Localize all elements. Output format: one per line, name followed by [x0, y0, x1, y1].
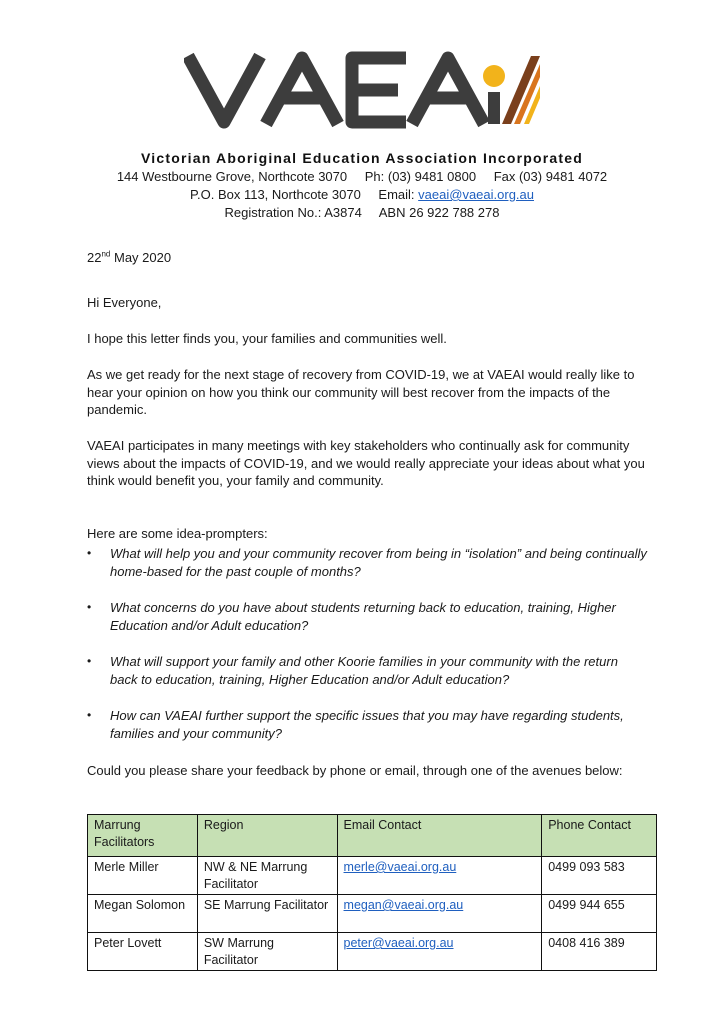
abn-number: ABN 26 922 788 278	[378, 205, 500, 220]
table-row	[88, 933, 657, 971]
list-item	[87, 653, 647, 688]
bullet-icon: •	[87, 600, 92, 614]
list-item	[87, 599, 647, 634]
registration-number: Registration No.: A3874	[224, 205, 362, 220]
facilitator-name: Megan Solomon	[88, 895, 198, 933]
facilitator-name: Peter Lovett	[88, 933, 198, 971]
contacts-table	[87, 814, 657, 971]
bullet-icon: •	[87, 654, 92, 668]
list-item-text: What will support your family and other Koorie families in your community with the return back to education, training, Higher Education and/or Adult education?	[110, 654, 618, 687]
email-cell	[337, 933, 542, 971]
letter-date: 22nd May 2020	[87, 249, 172, 265]
region-cell: SE Marrung Facilitator	[197, 895, 337, 933]
vaeai-logo	[184, 48, 540, 130]
paragraph-recovery: As we get ready for the next stage of recovery from COVID-19, we at VAEAI would really like to hear your opinion on how you think our community will best recover from the impacts of the pandemic.	[87, 367, 635, 417]
column-header-email: Email Contact	[337, 815, 542, 857]
phone-number: Ph: (03) 9481 0800	[364, 169, 477, 184]
postal-line	[0, 187, 724, 202]
po-box: P.O. Box 113, Northcote 3070	[190, 187, 361, 202]
region-cell: NW & NE Marrung Facilitator	[197, 857, 337, 895]
address-line	[0, 169, 724, 184]
region-cell: SW Marrung Facilitator	[197, 933, 337, 971]
organisation-name: Victorian Aboriginal Education Association Incorporated	[141, 150, 583, 166]
list-item-text: What concerns do you have about students returning back to education, training, Higher Education and/or Adult education?	[110, 600, 616, 633]
paragraph-stakeholders: VAEAI participates in many meetings with key stakeholders who continually ask for community views about the impacts of COVID-19, and we would really appreciate your ideas about what you think would benefit you, your family and community.	[87, 438, 645, 488]
list-item	[87, 707, 647, 742]
table-row	[88, 895, 657, 933]
greeting: Hi Everyone,	[87, 295, 162, 310]
registration-line	[0, 205, 724, 220]
street-address: 144 Westbourne Grove, Northcote 3070	[116, 169, 348, 184]
email-cell	[337, 857, 542, 895]
list-item-text: How can VAEAI further support the specific issues that you may have regarding students, families and your community?	[110, 708, 624, 741]
email-link[interactable]: vaeai@vaeai.org.au	[418, 187, 534, 202]
paragraph-prompters: Here are some idea-prompters:	[87, 526, 268, 541]
email-cell	[337, 895, 542, 933]
paragraph-intro: I hope this letter finds you, your families and communities well.	[87, 331, 447, 346]
phone-cell: 0499 093 583	[542, 857, 657, 895]
table-row	[88, 857, 657, 895]
email-link[interactable]: peter@vaeai.org.au	[343, 936, 454, 950]
list-item-text: What will help you and your community recover from being in “isolation” and being continually home-based for the past couple of months?	[110, 546, 647, 579]
email-link[interactable]: merle@vaeai.org.au	[343, 860, 457, 874]
list-item	[87, 545, 647, 580]
bullet-icon: •	[87, 708, 92, 722]
fax-number: Fax (03) 9481 4072	[493, 169, 608, 184]
email-link[interactable]: megan@vaeai.org.au	[343, 898, 464, 912]
column-header-phone: Phone Contact	[542, 815, 657, 857]
phone-cell: 0408 416 389	[542, 933, 657, 971]
table-header-row	[88, 815, 657, 857]
email-label: Email:	[378, 187, 415, 202]
bullet-icon: •	[87, 546, 92, 560]
column-header-region: Region	[197, 815, 337, 857]
column-header-facilitators: Marrung Facilitators	[88, 815, 198, 857]
paragraph-feedback: Could you please share your feedback by phone or email, through one of the avenues below:	[87, 763, 623, 778]
phone-cell: 0499 944 655	[542, 895, 657, 933]
facilitator-name: Merle Miller	[88, 857, 198, 895]
